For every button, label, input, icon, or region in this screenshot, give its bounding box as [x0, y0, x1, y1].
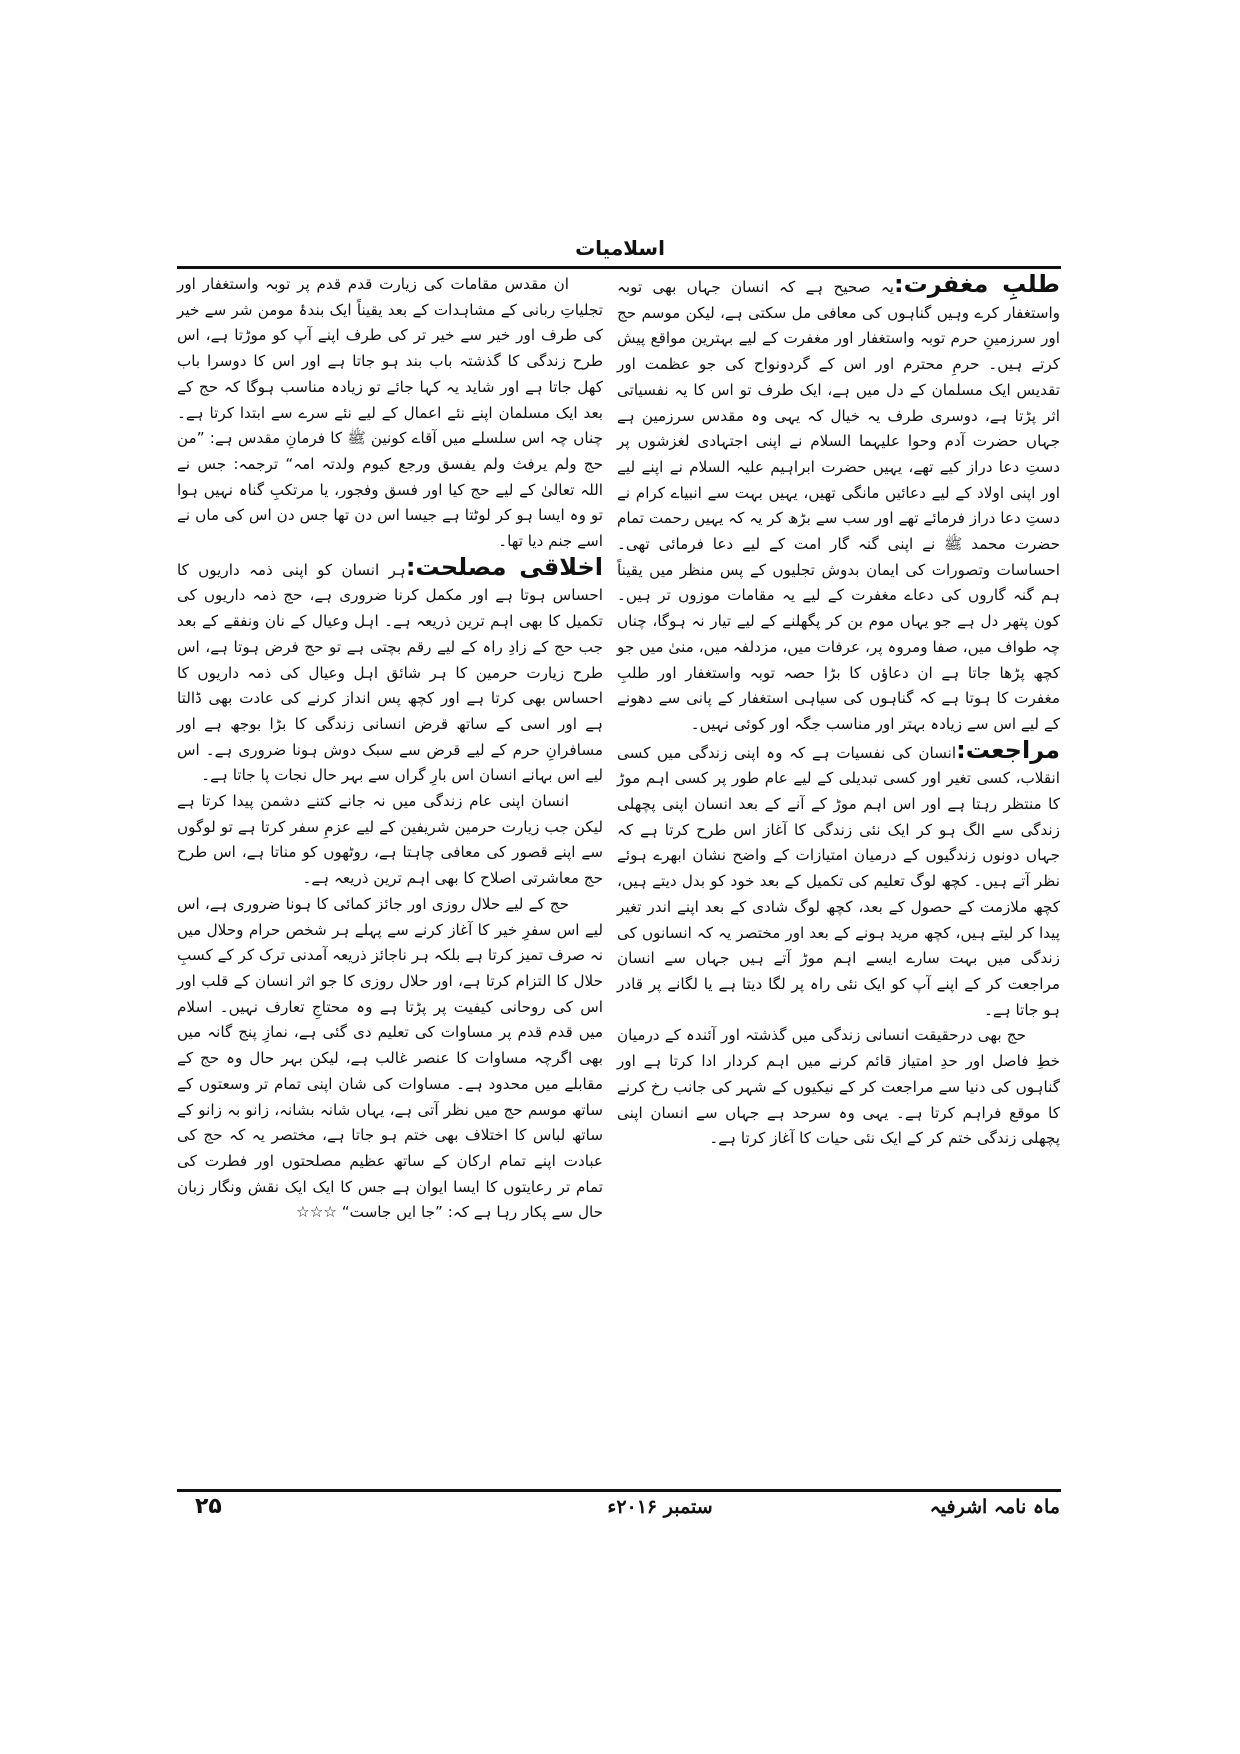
- issue-date: ستمبر ۲۰۱۶ء: [607, 1496, 713, 1518]
- paragraph: [177, 272, 603, 555]
- right-column: [617, 272, 1060, 1152]
- subheading-murajaat: مراجعت:: [956, 735, 1060, 764]
- paragraph-text: انسان کی نفسیات ہے کہ وہ اپنی زندگی میں کسی انقلاب، کسی تغیر اور کسی تبدیلی کے لیے عام طور پر کسی اہم موڑ کا منتظر رہتا ہے اور اس اہم موڑ کے آنے کے بعد انسان اپنی پچھلی زندگی سے الگ ہو کر ایک نئی زندگی کا آغاز اس طرح کرتا ہے کہ جہاں دونوں زندگیوں کے درمیان امتیازات کے واضح نشان ابھرے ہوئے نظر آتے ہیں۔ کچھ لوگ تعلیم کی تکمیل کے بعد خود کو بدل دیتے ہیں، کچھ ملازمت کے حصول کے بعد، کچھ لوگ شادی کے بعد اپنے اندر تغیر پیدا کر لیتے ہیں، کچھ مرید ہونے کے بعد اور مختصر یہ کہ انسانوں کی زندگی میں بہت سارے ایسے اہم موڑ آتے ہیں جہاں سے انسان مراجعت کر کے اپنے آپ کو ایک نئی راہ پر لگا دیتا ہے یا لگانے پر قادر ہو جاتا ہے۔: [617, 743, 1060, 1019]
- paragraph-text: حج بھی درحقیقت انسانی زندگی میں گذشتہ اور آئندہ کے درمیان خطِ فاصل اور حدِ امتیاز قائم کرنے میں اہم کردار ادا کرتا ہے اور گناہوں کی دنیا سے مراجعت کر کے نیکیوں کے شہر کی جانب رخ کرنے کا موقع فراہم کرتا ہے۔ یہی وہ سرحد ہے جہاں سے انسان اپنی پچھلی زندگی ختم کر کے ایک نئی حیات کا آغاز کرتا ہے۔: [617, 1026, 1060, 1148]
- paragraph-text: حج کے لیے حلال روزی اور جائز کمائی کا ہونا ضروری ہے، اس لیے اس سفرِ خیر کا آغاز کرنے سے پہلے ہر شخص حرام وحلال میں نہ صرف تمیز کرتا ہے بلکہ ہر ناجائز ذریعہ آمدنی ترک کر کے کسبِ حلال کا التزام کرتا ہے، اور حلال روزی کا جو اثر انسان کے قلب اور اس کی روحانی کیفیت پر پڑتا ہے وہ محتاجِ تعارف نہیں۔ اسلام میں قدم قدم پر مساوات کی تعلیم دی گئی ہے، نمازِ پنج گانہ میں بھی اگرچہ مساوات کا عنصر غالب ہے، لیکن بہر حال وہ حج کے مقابلے میں محدود ہے۔ مساوات کی شان اپنی تمام تر وسعتوں کے ساتھ موسم حج میں نظر آتی ہے، یہاں شانہ بشانہ، زانو بہ زانو کے ساتھ لباس کا اختلاف بھی ختم ہو جاتا ہے، مختصر یہ کہ حج کی عبادت اپنے تمام ارکان کے ساتھ عظیم مصلحتوں اور فطرت کی تمام تر رعایتوں کا ایسا ایوان ہے جس کا ایک ایک نقش ونگار زبان حال سے پکار رہا ہے کہ: ”جا ایں جاست“ ☆☆☆: [177, 894, 603, 1222]
- header-rule: [177, 266, 1061, 269]
- subheading-akhlaqi-maslahat: اخلاقی مصلحت:: [405, 552, 604, 581]
- paragraph: [177, 789, 603, 892]
- page-number: ۲۵: [195, 1494, 222, 1519]
- paragraph-text: انسان اپنی عام زندگی میں نہ جانے کتنے دشمن پیدا کرتا ہے لیکن جب زیارت حرمین شریفین کے لیے عزمِ سفر کرتا ہے تو لوگوں سے اپنے قصور کی معافی چاہتا ہے، روٹھوں کو مناتا ہے، اس طرح حج معاشرتی اصلاح کا بھی اہم ترین ذریعہ ہے۔: [177, 792, 603, 888]
- paragraph: [617, 272, 1060, 738]
- paragraph: [617, 1023, 1060, 1152]
- paragraph: [617, 735, 1060, 1024]
- section-title: اسلامیات: [575, 236, 665, 260]
- left-column: [177, 272, 603, 1226]
- magazine-name: ماہ نامہ اشرفیہ: [929, 1496, 1060, 1518]
- subheading-talab-e-maghfirat: طلبِ مغفرت:: [894, 270, 1060, 298]
- footer-rule: [177, 1489, 1061, 1492]
- paragraph: [177, 552, 604, 789]
- paragraph-text: یہ صحیح ہے کہ انسان جہاں بھی توبہ واستغفار کرے وہیں گناہوں کی معافی مل سکتی ہے، لیکن موسم حج اور سرزمینِ حرم توبہ واستغفار اور مغفرت کے لیے بہترین مواقع پیش کرتے ہیں۔ حرمِ محترم اور اس کے گردونواح کی جو عظمت اور تقدیس ایک مسلمان کے دل میں ہے، ایک طرف تو اس کا یہ نفسیاتی اثر پڑتا ہے، دوسری طرف یہ خیال کہ یہی وہ مقدس سرزمین ہے جہاں حضرت آدم وحوا علیہما السلام نے اپنی اجتہادی لغزشوں پر دستِ دعا دراز کیے تھے، یہیں حضرت ابراہیم علیہ السلام نے اپنے لیے اور اپنی اولاد کے لیے دعائیں مانگی تھیں، یہیں بہت سے انبیاے کرام نے دستِ دعا دراز فرمائے تھے اور سب سے بڑھ کر یہ کہ یہیں رحمت تمام حضرت محمد ﷺ نے اپنی گنہ گار امت کے لیے دعا فرمائی تھی۔ احساسات وتصورات کی ایمان بدوش تجلیوں کے پس منظر میں یقیناً ہم گنہ گاروں کی دعاے مغفرت کے لیے یہ مقامات موزوں تر ہیں۔ کون پتھر دل ہے جو یہاں موم بن کر پگھلنے کے لیے تیار نہ ہوگا، چناں چہ طواف میں، صفا ومروہ پر، عرفات میں، مزدلفہ میں، منیٰ میں جو کچھ پڑھا جاتا ہے ان دعاؤں کا بڑا حصہ توبہ واستغفار اور طلبِ مغفرت کا ہوتا ہے کہ گناہوں کی سیاہی استغفار کے پانی سے دھونے کے لیے اس سے زیادہ بہتر اور مناسب جگہ اور کوئی نہیں۔: [617, 278, 1060, 733]
- paragraph-text: ان مقدس مقامات کی زیارت قدم قدم پر توبہ واستغفار اور تجلیاتِ ربانی کے مشاہدات کے بعد یقیناً ایک بندۂ مومن شر سے خیر کی طرف اور خیر سے خیر تر کی طرف اپنے آپ کو موڑتا ہے، اس طرح زندگی کا گذشتہ باب بند ہو جاتا ہے اور اس کا دوسرا باب کھل جاتا ہے اور شاید یہ کہا جائے تو زیادہ مناسب ہوگا کہ حج کے بعد ایک مسلمان اپنے نئے اعمال کے لیے نئے سرے سے ابتدا کرتا ہے۔ چناں چہ اس سلسلے میں آقاے کونین ﷺ کا فرمانِ مقدس ہے: ”من حج ولم یرفث ولم یفسق ورجع کیوم ولدتہ امہ“ ترجمہ: جس نے اللہ تعالیٰ کے لیے حج کیا اور فسق وفجور، یا مرتکبِ گناہ نہیں ہوا تو وہ ایسا ہو کر لوٹتا ہے جیسا اس دن تھا جس دن اس کی ماں نے اسے جنم دیا تھا۔: [177, 275, 603, 551]
- paragraph-text: ہر انسان کو اپنی ذمہ داریوں کا احساس ہوتا ہے اور مکمل کرنا ضروری ہے، حج ذمہ داریوں کی تکمیل کا بھی اہم ترین ذریعہ ہے۔ اہل وعیال کے نان ونفقے کے بعد جب حج کے زادِ راہ کے لیے رقم بچتی ہے تو حج فرض ہوتا ہے، اس طرح زیارت حرمین کا ہر شائق اہل وعیال کی ذمہ داریوں کا احساس بھی کرتا ہے اور کچھ پس انداز کرنے کی عادت بھی ڈالتا ہے اور اسی کے ساتھ قرض انسانی زندگی کا بڑا بوجھ ہے اور مسافرانِ حرم کے لیے قرض سے سبک دوش ہونا ضروری ہے۔ اس لیے اس بہانے انسان اس بارِ گراں سے بہر حال نجات پا جاتا ہے۔: [177, 560, 603, 785]
- paragraph: [177, 892, 603, 1226]
